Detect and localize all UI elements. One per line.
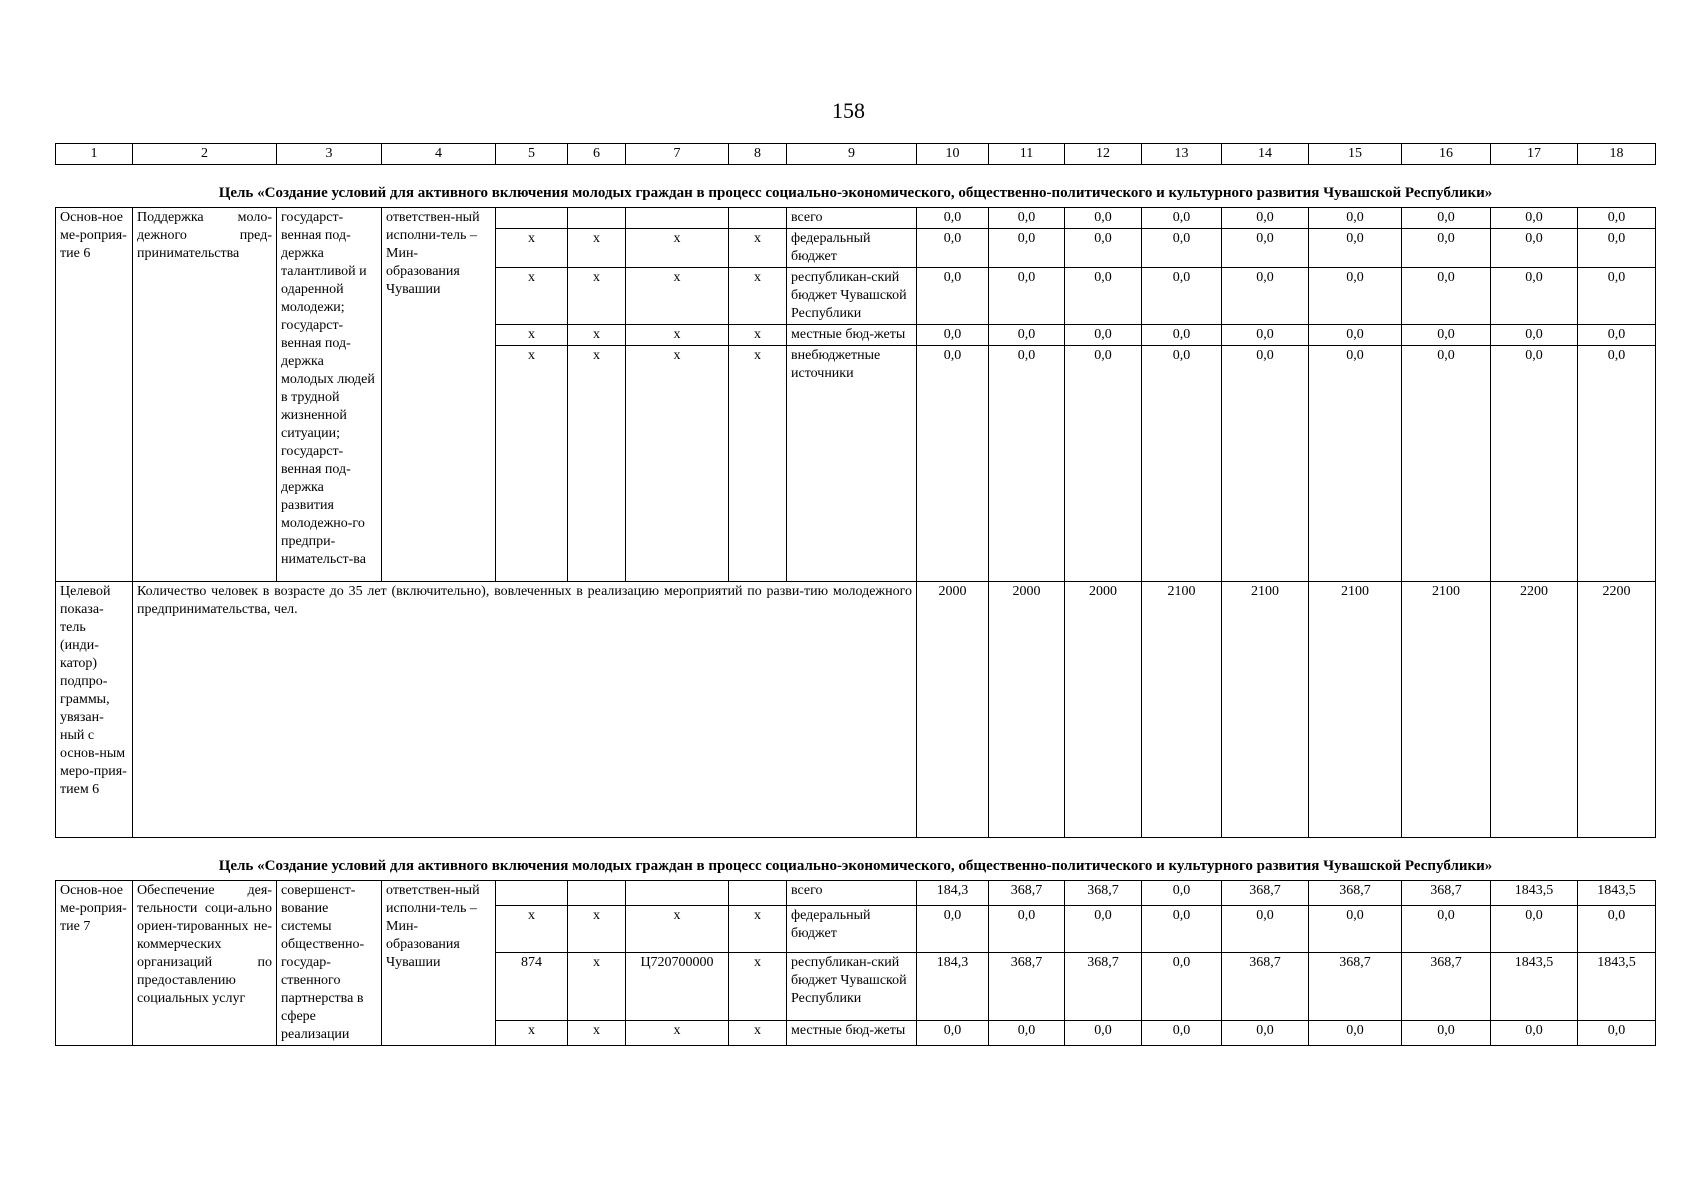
program-table [55,143,1656,1046]
block7-label: Основ-ное ме-роприя-тие 7 [56,881,133,1046]
table-cell: 0,0 [1222,906,1309,953]
table-cell: 0,0 [1491,208,1578,229]
table-cell: 0,0 [1222,346,1309,582]
table-cell: 2000 [1065,582,1142,838]
table-cell: 0,0 [1222,1020,1309,1045]
table-cell: 0,0 [1142,881,1222,906]
table-cell: 0,0 [989,268,1065,325]
table-cell: 0,0 [1065,325,1142,346]
table-cell: 368,7 [1402,881,1491,906]
table-cell: 0,0 [1222,208,1309,229]
table-cell [626,881,729,906]
table-cell: 0,0 [1578,229,1656,268]
table-cell: x [568,906,626,953]
block6-name: Поддержка моло-дежного пред-принимательства [133,208,277,582]
column-number: 11 [989,144,1065,165]
column-number: 18 [1578,144,1656,165]
table-cell: 184,3 [917,952,989,1020]
table-cell: Ц720700000 [626,952,729,1020]
column-number: 14 [1222,144,1309,165]
table-cell: 0,0 [1491,268,1578,325]
table-cell: 0,0 [1142,952,1222,1020]
table-cell: x [568,325,626,346]
table-cell: 2200 [1578,582,1656,838]
table-cell: 368,7 [989,952,1065,1020]
column-number: 15 [1309,144,1402,165]
column-number: 4 [382,144,496,165]
table-cell: 0,0 [1309,229,1402,268]
table-cell: 0,0 [917,346,989,582]
table-cell: x [729,229,787,268]
block6-executor: ответствен-ный исполни-тель – Мин-образования Чувашии [382,208,496,582]
table-cell: 2100 [1222,582,1309,838]
table-cell: 368,7 [1065,881,1142,906]
block7-goals: совершенст-вование системы общественно-государ-ственного партнерства в сфере реализации [277,881,382,1046]
table-cell: 0,0 [1142,346,1222,582]
column-number: 9 [787,144,917,165]
column-number: 13 [1142,144,1222,165]
table-cell: 2000 [917,582,989,838]
table-cell: 0,0 [1222,229,1309,268]
table-cell: 2100 [1402,582,1491,838]
table-cell: 368,7 [1065,952,1142,1020]
table-cell: 368,7 [1402,952,1491,1020]
table-cell: x [729,952,787,1020]
table-cell: 0,0 [1065,268,1142,325]
table-cell: 0,0 [1491,346,1578,582]
table-cell: 0,0 [1402,268,1491,325]
table-cell: 0,0 [1142,1020,1222,1045]
table-cell: x [626,325,729,346]
table-cell: x [568,229,626,268]
table-cell: 0,0 [989,208,1065,229]
table-cell: 0,0 [1402,325,1491,346]
table-cell: x [729,268,787,325]
table-cell: 0,0 [917,1020,989,1045]
column-number: 16 [1402,144,1491,165]
table-cell [496,208,568,229]
table-cell: 0,0 [989,346,1065,582]
table-cell: 0,0 [1065,229,1142,268]
table-cell: 0,0 [989,1020,1065,1045]
funding-source: республикан-ский бюджет Чувашской Республики [787,952,917,1020]
table-cell: x [568,268,626,325]
table-cell: 0,0 [1402,208,1491,229]
table-cell: 0,0 [1578,208,1656,229]
table-cell [568,881,626,906]
funding-source: местные бюд-жеты [787,1020,917,1045]
table-cell: 874 [496,952,568,1020]
table-cell [729,208,787,229]
table-cell: 0,0 [1578,346,1656,582]
table-cell: 0,0 [1065,906,1142,953]
funding-source: внебюджетные источники [787,346,917,582]
column-number: 5 [496,144,568,165]
table-cell: 0,0 [1222,268,1309,325]
table-cell: x [496,1020,568,1045]
table-cell: x [626,268,729,325]
table-cell: x [626,229,729,268]
indicator-text: Количество человек в возрасте до 35 лет (включительно), вовлеченных в реализацию мероприятий по разви-тию молодежного предпринимательства, чел. [133,582,917,838]
block7-row [56,881,1656,906]
table-cell: x [496,268,568,325]
block6-goals: государст-венная под-держка талантливой и одаренной молодежи; государст-венная под-держка молодых людей в трудной жизненной ситуации; государст-венная под-держка развития молодежно-го предпри-нимательст-ва [277,208,382,582]
table-cell: x [729,346,787,582]
indicator-row [56,582,1656,838]
table-cell: x [626,906,729,953]
table-cell: 2000 [989,582,1065,838]
table-cell: 184,3 [917,881,989,906]
block7-name: Обеспечение дея-тельности соци-ально ориен-тированных не-коммерческих организаций по предоставлению социальных услуг [133,881,277,1046]
column-number: 17 [1491,144,1578,165]
table-cell: 0,0 [1142,268,1222,325]
table-cell: 2100 [1309,582,1402,838]
table-cell: 0,0 [1402,906,1491,953]
table-cell: 0,0 [1065,208,1142,229]
table-cell: 2100 [1142,582,1222,838]
block7-executor: ответствен-ный исполни-тель – Мин-образования Чувашии [382,881,496,1046]
table-cell: 0,0 [1491,906,1578,953]
funding-source: федеральный бюджет [787,906,917,953]
table-cell: 0,0 [1402,229,1491,268]
table-cell: 368,7 [989,881,1065,906]
goal-heading: Цель «Создание условий для активного включения молодых граждан в процесс социально-экономического, общественно-политического и культурного развития Чувашской Республики» [218,185,1493,201]
table-cell: 0,0 [1491,229,1578,268]
table-cell: 0,0 [1309,906,1402,953]
table-cell: 0,0 [917,208,989,229]
table-cell: 0,0 [917,229,989,268]
table-cell: 0,0 [1578,1020,1656,1045]
table-cell: x [496,906,568,953]
table-cell: 0,0 [1309,208,1402,229]
page-number: 158 [832,98,865,123]
column-number: 12 [1065,144,1142,165]
table-cell: 1843,5 [1491,952,1578,1020]
column-number: 8 [729,144,787,165]
table-cell: 368,7 [1309,881,1402,906]
column-number: 2 [133,144,277,165]
table-cell: 0,0 [989,229,1065,268]
table-cell: 0,0 [1578,906,1656,953]
column-number-row [56,144,1656,165]
indicator-label: Целевой показа-тель (инди-катор) подпро-граммы, увязан-ный с основ-ным меро-прия-тием 6 [56,582,133,838]
table-cell: x [568,1020,626,1045]
table-cell: 0,0 [1578,325,1656,346]
table-cell: 0,0 [1309,325,1402,346]
table-cell [568,208,626,229]
column-number: 3 [277,144,382,165]
table-cell: 0,0 [1309,1020,1402,1045]
table-cell: 0,0 [1578,268,1656,325]
table-cell: 368,7 [1222,881,1309,906]
table-cell: x [496,346,568,582]
table-cell: 0,0 [1065,1020,1142,1045]
table-cell: 1843,5 [1491,881,1578,906]
table-cell: 0,0 [1309,268,1402,325]
table-cell: 368,7 [1222,952,1309,1020]
table-cell: 0,0 [989,325,1065,346]
table-cell: x [626,346,729,582]
table-cell [496,881,568,906]
table-cell: 0,0 [1142,229,1222,268]
table-cell: 0,0 [989,906,1065,953]
column-number: 10 [917,144,989,165]
block6-row [56,208,1656,229]
table-cell: x [729,906,787,953]
column-number: 1 [56,144,133,165]
table-cell: 1843,5 [1578,881,1656,906]
table-cell: x [568,346,626,582]
goal-heading: Цель «Создание условий для активного включения молодых граждан в процесс социально-экономического, общественно-политического и культурного развития Чувашской Республики» [218,858,1493,874]
table-cell: 368,7 [1309,952,1402,1020]
table-cell: 0,0 [917,325,989,346]
table-cell: 0,0 [1142,325,1222,346]
table-cell: 0,0 [1402,346,1491,582]
table-cell: x [729,1020,787,1045]
table-cell: 0,0 [1309,346,1402,582]
funding-source: республикан-ский бюджет Чувашской Республики [787,268,917,325]
table-cell: 0,0 [1402,1020,1491,1045]
table-cell: 0,0 [917,268,989,325]
table-cell: 0,0 [1491,325,1578,346]
column-number: 7 [626,144,729,165]
table-cell: x [729,325,787,346]
funding-source: местные бюд-жеты [787,325,917,346]
table-cell: 0,0 [1142,906,1222,953]
table-cell: 0,0 [1491,1020,1578,1045]
table-cell: 0,0 [1142,208,1222,229]
table-cell: 0,0 [1222,325,1309,346]
funding-source: федеральный бюджет [787,229,917,268]
funding-source: всего [787,881,917,906]
table-cell: 1843,5 [1578,952,1656,1020]
table-cell: 0,0 [1065,346,1142,582]
table-cell [729,881,787,906]
block6-label: Основ-ное ме-роприя-тие 6 [56,208,133,582]
table-cell: 2200 [1491,582,1578,838]
table-cell: x [496,229,568,268]
table-cell: x [496,325,568,346]
table-cell: 0,0 [917,906,989,953]
column-number: 6 [568,144,626,165]
table-cell: x [568,952,626,1020]
table-cell: x [626,1020,729,1045]
table-cell [626,208,729,229]
funding-source: всего [787,208,917,229]
